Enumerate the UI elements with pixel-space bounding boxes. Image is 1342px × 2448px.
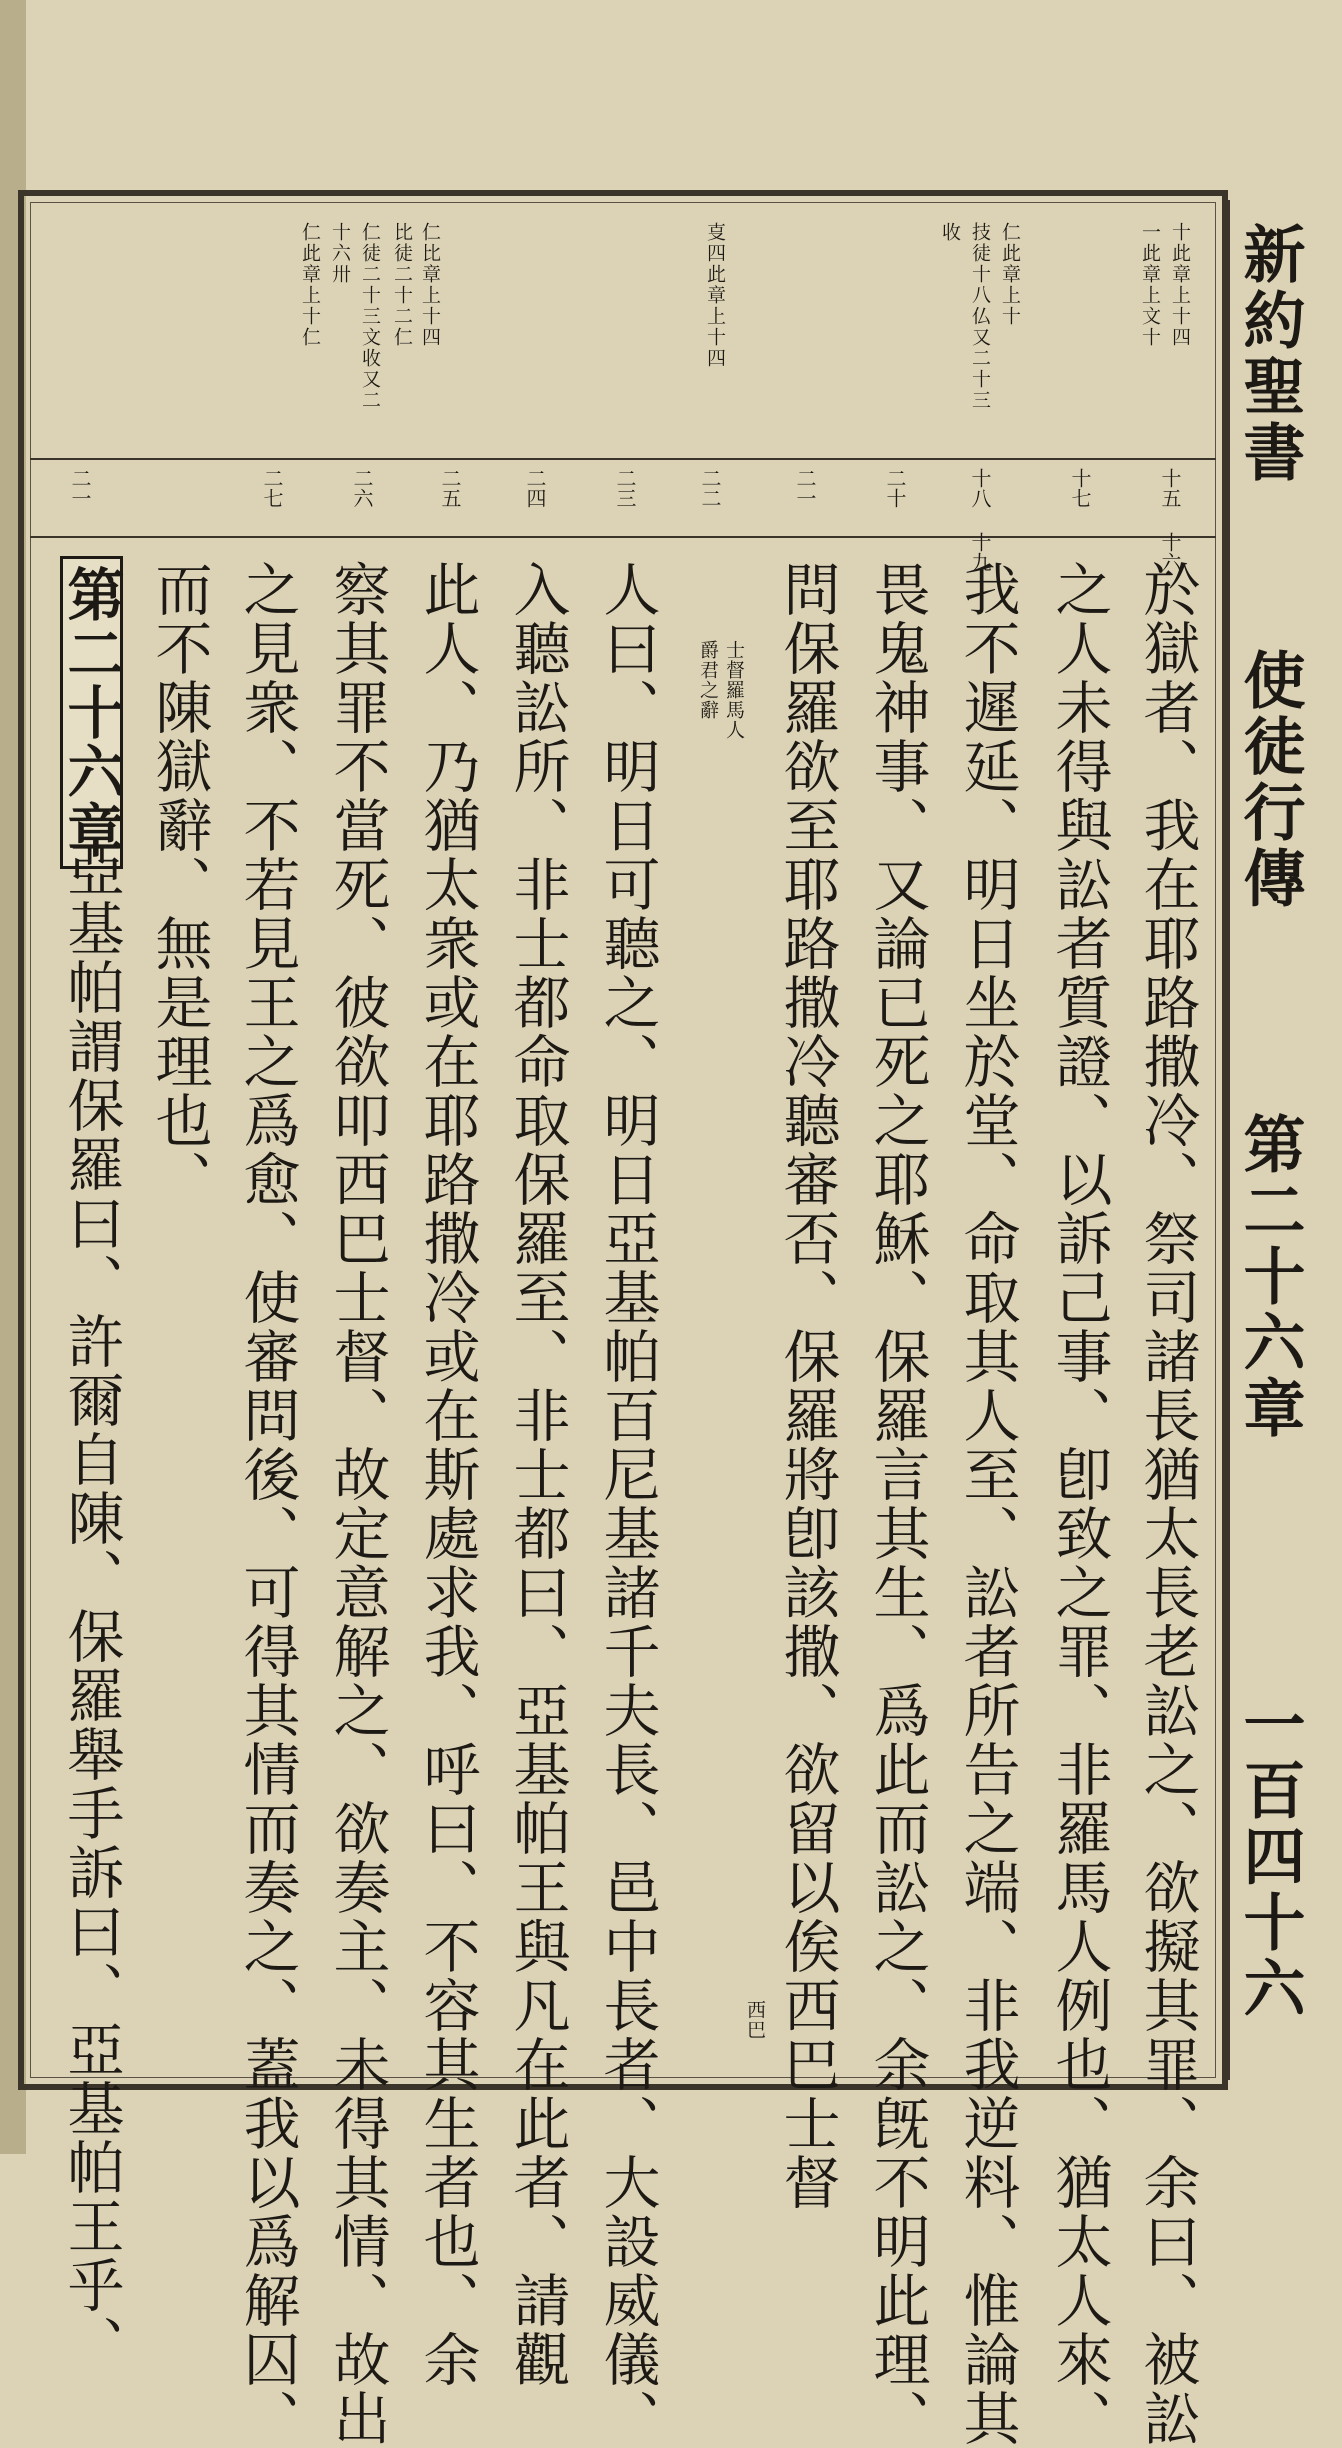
verse-marker: 西巴 (744, 2000, 766, 2040)
text-column: 畏鬼神事、又論已死之耶穌、保羅言其生、爲此而訟之、余旣不明此理、 (864, 560, 930, 2448)
verse-number: 二一 (68, 468, 92, 508)
note: 技徒十八仏又二十三 (969, 222, 991, 411)
note: 收 (939, 222, 961, 243)
verse-number-divider (30, 536, 1216, 538)
verse-number: 二十 (883, 468, 907, 508)
chapter-title: 第二十六章 (1233, 1112, 1306, 1442)
note: 十六卅 (329, 222, 351, 285)
gloss-line: 士督羅馬人 (723, 640, 745, 740)
verse-number: 二五 (438, 468, 462, 508)
note: 一此章上文十 (1139, 222, 1161, 348)
verse-number: 二一 (793, 468, 817, 508)
note: 仁此章上十 (999, 222, 1021, 327)
header-rule (1228, 200, 1230, 2080)
notes-divider (30, 458, 1216, 460)
note: 十此章上十四 (1169, 222, 1191, 348)
chapter-heading: 第二十六章 (60, 556, 123, 869)
book-title: 新約聖書 (1233, 222, 1306, 486)
text-column: 之見衆、不若見王之爲愈、使審問後、可得其情而奏之、蓋我以爲解囚、 (234, 560, 300, 2448)
note: 比徒二十二仁 (391, 222, 413, 348)
text-column: 我不遲延、明日坐於堂、命取其人至、訟者所告之端、非我逆料、惟論其 (954, 560, 1020, 2448)
text-column: 察其罪不當死、彼欲叩西巴士督、故定意解之、欲奏主、未得其情、故出 (324, 560, 390, 2448)
text-column: 入聽訟所、非士都命取保羅至、非士都曰、亞基帕王與凡在此者、請觀 (504, 560, 570, 2389)
text-column: 亞基帕謂保羅曰、許爾自陳、保羅舉手訴曰、亞基帕王乎、 (58, 840, 124, 2374)
verse-number: 二二 (698, 468, 722, 508)
verse-number: 十七 (1068, 468, 1092, 508)
book-name: 使徒行傳 (1233, 648, 1306, 912)
note: 仁徒二十三文收又二 (359, 222, 381, 411)
text-column: 問保羅欲至耶路撒冷聽審否、保羅將卽該撒、欲留以俟西巴士督 (774, 560, 840, 2212)
page-number: 一百四十六 (1233, 1692, 1306, 2022)
text-column: 此人、乃猶太衆或在耶路撒冷或在斯處求我、呼曰、不容其生者也、余 (414, 560, 480, 2389)
gloss-line: 爵君之辭 (697, 640, 719, 720)
text-column: 之人未得與訟者質證、以訴己事、卽致之罪、非羅馬人例也、猶太人來、 (1046, 560, 1112, 2448)
verse-number: 二三 (613, 468, 637, 508)
text-column: 人曰、明日可聽之、明日亞基帕百尼基諸千夫長、邑中長者、大設威儀、 (594, 560, 660, 2448)
verse-number: 十八 十九 (968, 468, 992, 572)
note: 㕝四此章上十四 (704, 222, 726, 369)
text-column: 於獄者、我在耶路撒冷、祭司諸長猶太長老訟之、欲擬其罪、余曰、被訟 (1134, 560, 1200, 2448)
verse-number: 二六 (350, 468, 374, 508)
text-column: 而不陳獄辭、無是理也、 (146, 560, 212, 1209)
note: 仁比章上十四 (419, 222, 441, 348)
verse-number: 二四 (523, 468, 547, 508)
verse-number: 二七 (260, 468, 284, 508)
verse-number: 十五 十六 (1158, 468, 1182, 572)
note: 仁此章上十仁 (299, 222, 321, 348)
